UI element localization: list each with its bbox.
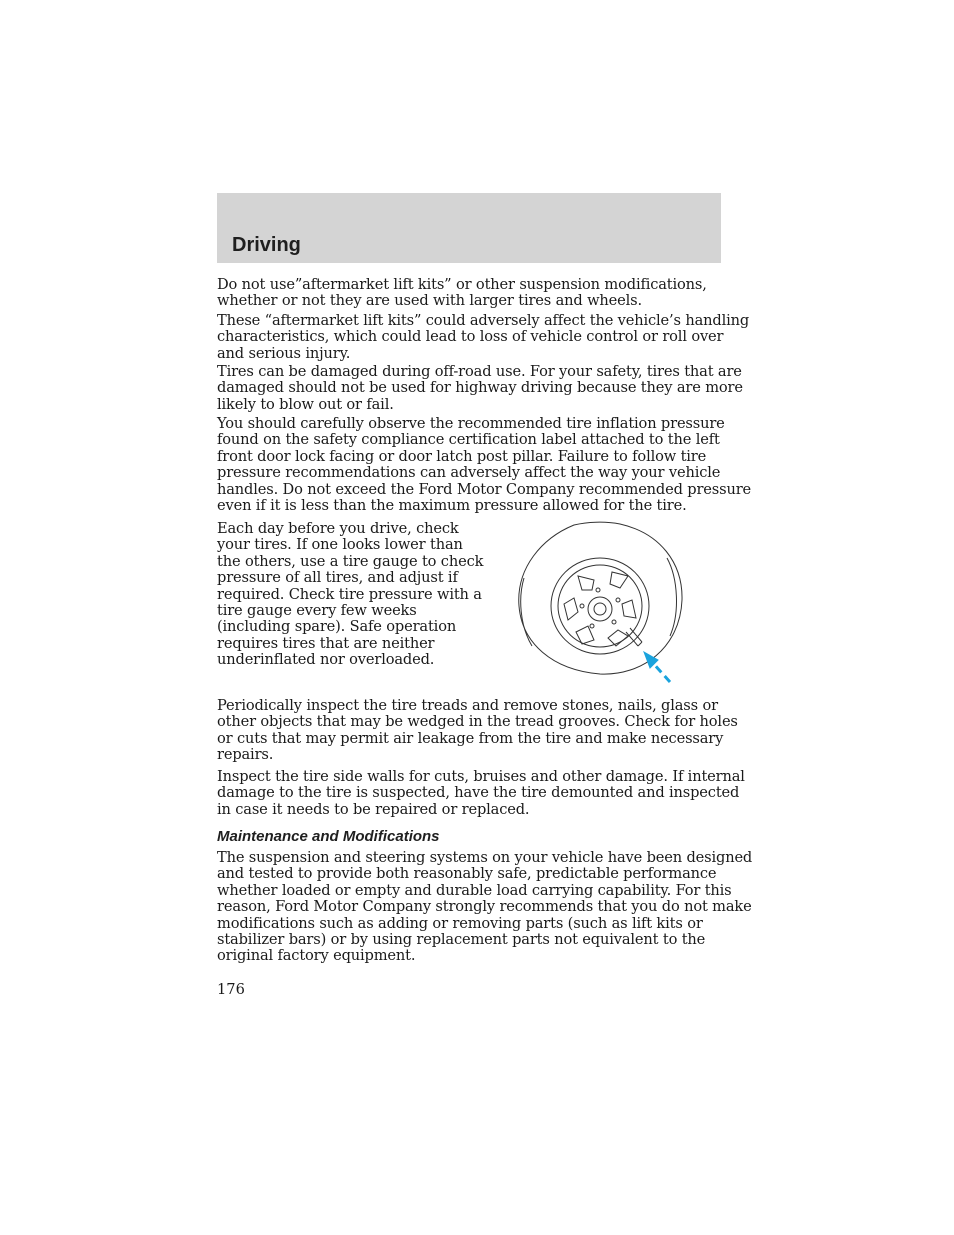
text-line: and tested to provide both reasonably safe, predictable performance: [217, 865, 717, 883]
tire-outer-sidewall: [519, 522, 682, 674]
lug-nut: [616, 598, 620, 602]
text-line: pressure recommendations can adversely affect the way your vehicle: [217, 464, 721, 482]
text-line: the others, use a tire gauge to check: [217, 552, 484, 570]
text-line: modifications such as adding or removing parts (such as lift kits or: [217, 914, 703, 932]
text-line: original factory equipment.: [217, 947, 416, 965]
paragraph-suspension-steering: [217, 850, 752, 965]
wheel-rim-inner: [558, 565, 642, 647]
text-line: tire gauge every few weeks: [217, 602, 417, 620]
subheading-maintenance: Maintenance and Modifications: [217, 828, 440, 845]
section-header-band: [217, 193, 721, 263]
lug-nut: [590, 624, 594, 628]
section-title: Driving: [232, 234, 301, 256]
text-line: your tires. If one looks lower than: [217, 536, 463, 554]
text-line: The suspension and steering systems on your vehicle have been designed: [217, 849, 753, 866]
lug-nut: [580, 604, 584, 608]
wheel-hub: [588, 597, 612, 621]
text-line: even if it is less than the maximum pressure allowed for the tire.: [217, 497, 687, 515]
text-line: found on the safety compliance certification label attached to the left: [217, 431, 720, 449]
text-line: underinflated nor overloaded.: [217, 651, 435, 669]
text-line: Tires can be damaged during off-road use. For your safety, tires that are: [217, 363, 742, 380]
tire-inner-sidewall: [667, 558, 676, 636]
text-line: (including spare). Safe operation: [217, 618, 457, 636]
text-line: repairs.: [217, 746, 274, 764]
paragraph-inspect-treads: [217, 698, 738, 764]
text-line: other objects that may be wedged in the tread grooves. Check for holes: [217, 713, 738, 731]
text-line: whether or not they are used with larger tires and wheels.: [217, 292, 642, 310]
text-line: requires tires that are neither: [217, 634, 435, 652]
lug-nut: [612, 620, 616, 624]
text-line: Each day before you drive, check: [217, 520, 459, 537]
text-line: You should carefully observe the recommended tire inflation pressure: [217, 415, 725, 432]
paragraph-off-road-damage: [217, 364, 743, 413]
paragraph-inspect-sidewalls: [217, 769, 745, 818]
paragraph-inflation-pressure: [217, 416, 751, 514]
text-line: or cuts that may permit air leakage from the tire and make necessary: [217, 729, 724, 747]
wheel-spoke: [610, 572, 628, 588]
wheel-hub-cap: [594, 603, 606, 615]
text-line: reason, Ford Motor Company strongly recommends that you do not make: [217, 898, 752, 916]
page-number: 176: [217, 981, 245, 998]
text-line: front door lock facing or door latch post pillar. Failure to follow tire: [217, 447, 707, 465]
text-line: likely to blow out or fail.: [217, 395, 394, 413]
text-line: pressure of all tires, and adjust if: [217, 569, 458, 587]
text-line: Inspect the tire side walls for cuts, bruises and other damage. If internal: [217, 768, 745, 785]
paragraph-daily-check: [217, 521, 483, 669]
text-line: and serious injury.: [217, 344, 351, 362]
wheel-rim-outer: [551, 558, 649, 654]
tire-tread-edge: [521, 578, 532, 646]
tire-illustration: [512, 518, 690, 688]
text-line: damage to the tire is suspected, have the tire demounted and inspected: [217, 784, 740, 802]
text-line: Periodically inspect the tire treads and remove stones, nails, glass or: [217, 697, 718, 714]
paragraph-lift-kits-handling: [217, 313, 749, 362]
wheel-spoke: [622, 600, 636, 618]
valve-stem-arrow: [644, 652, 670, 682]
text-line: damaged should not be used for highway driving because they are more: [217, 379, 743, 397]
text-line: handles. Do not exceed the Ford Motor Company recommended pressure: [217, 480, 752, 498]
text-line: required. Check tire pressure with a: [217, 585, 482, 603]
text-line: in case it needs to be repaired or replaced.: [217, 800, 530, 818]
wheel-spoke: [578, 576, 594, 590]
text-line: Do not use”aftermarket lift kits” or other suspension modifications,: [217, 276, 707, 293]
text-line: characteristics, which could lead to loss of vehicle control or roll over: [217, 328, 724, 346]
wheel-spoke: [564, 598, 578, 620]
text-line: whether loaded or empty and durable load carrying capability. For this: [217, 881, 732, 899]
paragraph-lift-kits-warning: [217, 277, 707, 310]
text-line: stabilizer bars) or by using replacement parts not equivalent to the: [217, 931, 706, 949]
lug-nut: [596, 588, 600, 592]
text-line: These “aftermarket lift kits” could adversely affect the vehicle’s handling: [217, 312, 750, 329]
